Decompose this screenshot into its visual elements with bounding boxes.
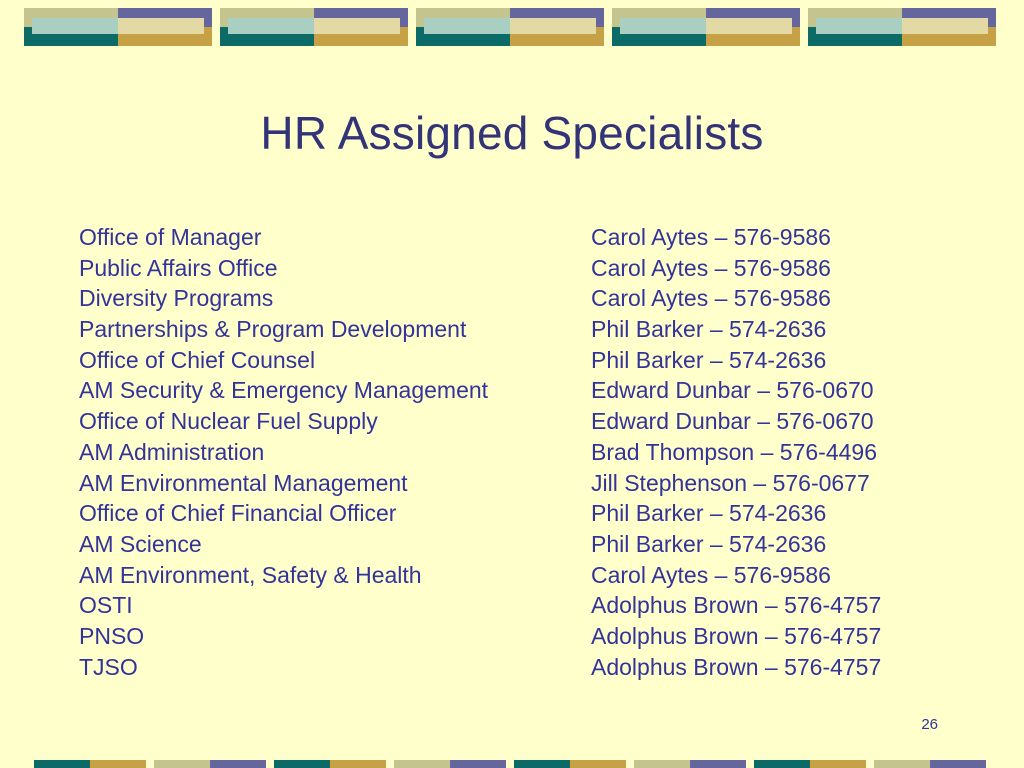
office-name: AM Administration [79, 438, 265, 465]
office-name: Public Affairs Office [79, 254, 278, 281]
list-item [79, 222, 979, 253]
list-item [79, 560, 979, 591]
list-item [79, 283, 979, 314]
office-name: AM Science [79, 530, 202, 557]
decorative-tile [612, 8, 800, 46]
office-name: Office of Chief Financial Officer [79, 500, 397, 527]
office-name: OSTI [79, 592, 133, 619]
specialist-contact: Brad Thompson – 576-4496 [591, 438, 877, 465]
specialist-contact: Phil Barker – 574-2636 [591, 500, 827, 527]
specialist-contact: Phil Barker – 574-2636 [591, 530, 827, 557]
specialist-contact: Adolphus Brown – 576-4757 [591, 592, 882, 619]
list-item [79, 590, 979, 621]
specialist-contact: Jill Stephenson – 576-0677 [591, 469, 870, 496]
office-name: AM Security & Emergency Management [79, 377, 489, 404]
slide-title: HR Assigned Specialists [260, 107, 764, 159]
bottom-decoration [34, 760, 1014, 768]
specialist-contact: Phil Barker – 574-2636 [591, 316, 827, 343]
list-item [79, 468, 979, 499]
decorative-tile [808, 8, 996, 46]
list-item [79, 345, 979, 376]
specialist-contact: Edward Dunbar – 576-0670 [591, 377, 874, 404]
list-item [79, 621, 979, 652]
office-name: Office of Nuclear Fuel Supply [79, 408, 378, 435]
top-decoration [24, 8, 1004, 46]
office-name: Office of Chief Counsel [79, 346, 316, 373]
office-name: Partnerships & Program Development [79, 316, 467, 343]
specialist-contact: Carol Aytes – 576-9586 [591, 224, 831, 250]
office-name: TJSO [79, 653, 138, 680]
list-item [79, 406, 979, 437]
list-item [79, 437, 979, 468]
office-name: PNSO [79, 622, 145, 649]
specialist-contact: Adolphus Brown – 576-4757 [591, 653, 882, 680]
specialist-contact: Phil Barker – 574-2636 [591, 346, 827, 373]
office-name: AM Environmental Management [79, 469, 408, 496]
list-item [79, 375, 979, 406]
decorative-tile [24, 8, 212, 46]
specialist-contact: Edward Dunbar – 576-0670 [591, 408, 874, 435]
office-name: Office of Manager [79, 224, 262, 250]
page-number: 26 [921, 716, 938, 733]
list-item [79, 652, 979, 683]
office-name: Diversity Programs [79, 285, 274, 312]
list-item [79, 314, 979, 345]
list-item [79, 498, 979, 529]
specialist-contact: Carol Aytes – 576-9586 [591, 561, 831, 588]
specialist-contact: Carol Aytes – 576-9586 [591, 254, 831, 281]
list-item [79, 529, 979, 560]
specialist-contact: Carol Aytes – 576-9586 [591, 285, 831, 312]
decorative-tile [220, 8, 408, 46]
specialist-contact: Adolphus Brown – 576-4757 [591, 622, 882, 649]
list-item [79, 253, 979, 284]
specialist-list [79, 222, 979, 682]
decorative-tile [416, 8, 604, 46]
office-name: AM Environment, Safety & Health [79, 561, 422, 588]
